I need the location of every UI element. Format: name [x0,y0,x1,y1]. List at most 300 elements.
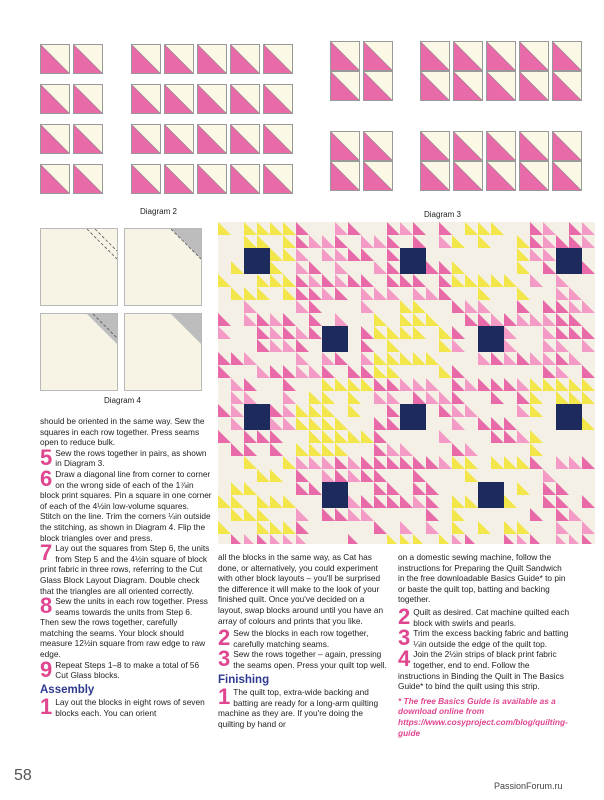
quilt-patch [348,521,361,534]
quilt-patch [309,508,322,521]
quilt-patch [374,326,387,339]
quilt-patch [244,456,257,469]
quilt-patch [309,300,322,313]
finishing-heading: Finishing [218,673,270,686]
quilt-patch [309,222,322,235]
quilt-patch [569,339,582,352]
half-square-triangle [519,131,549,161]
quilt-patch [491,521,504,534]
quilt-patch [504,222,517,235]
quilt-patch [452,391,465,404]
quilt-patch [387,326,400,339]
quilt-patch [257,339,270,352]
quilt-patch [504,430,517,443]
quilt-patch [322,248,335,261]
quilt-patch [426,495,439,508]
quilt-patch [387,404,400,417]
quilt-patch [387,482,400,495]
half-square-triangle [197,164,227,194]
quilt-patch [387,287,400,300]
quilt-patch [426,365,439,378]
half-square-triangle [230,84,260,114]
quilt-patch [218,417,231,430]
quilt-patch [387,391,400,404]
quilt-patch [335,235,348,248]
half-square-triangle [197,84,227,114]
quilt-patch [231,417,244,430]
quilt-patch [517,534,530,544]
quilt-patch [322,482,335,495]
quilt-patch [556,300,569,313]
quilt-patch [413,417,426,430]
quilt-patch [491,235,504,248]
quilt-patch [283,248,296,261]
quilt-patch [374,456,387,469]
quilt-patch [491,248,504,261]
quilt-patch [270,261,283,274]
quilt-patch [491,326,504,339]
quilt-patch [270,287,283,300]
quilt-patch [452,482,465,495]
quilt-patch [504,534,517,544]
quilt-patch [348,443,361,456]
quilt-patch [530,339,543,352]
quilt-patch [439,235,452,248]
quilt-patch [296,521,309,534]
quilt-patch [582,391,595,404]
quilt-patch [569,313,582,326]
quilt-patch [465,235,478,248]
quilt-patch [439,287,452,300]
text-column-3 [398,552,570,738]
quilt-patch [452,274,465,287]
quilt-patch [296,352,309,365]
quilt-patch [530,313,543,326]
quilt-patch [491,417,504,430]
quilt-patch [374,521,387,534]
quilt-patch [296,404,309,417]
half-square-triangle [552,41,582,71]
half-square-triangle [131,84,161,114]
quilt-patch [283,495,296,508]
quilt-patch [335,365,348,378]
quilt-patch [387,417,400,430]
half-square-triangle [420,161,450,191]
quilt-patch [556,248,569,261]
quilt-patch [348,261,361,274]
quilt-patch [374,222,387,235]
quilt-patch [439,404,452,417]
quilt-patch [582,300,595,313]
quilt-patch [569,248,582,261]
step-text: Repeat Steps 1–8 to make a total of 56 Cut Glass blocks. [55,659,200,681]
quilt-patch [309,430,322,443]
quilt-patch [270,313,283,326]
quilt-patch [322,508,335,521]
quilt-patch [218,534,231,544]
quilt-patch [231,339,244,352]
quilt-patch [465,495,478,508]
half-square-triangle [420,131,450,161]
quilt-patch [543,508,556,521]
quilt-patch [361,469,374,482]
quilt-patch [413,443,426,456]
quilt-patch [517,378,530,391]
half-square-triangle [330,41,360,71]
quilt-patch [517,417,530,430]
quilt-patch [244,261,257,274]
quilt-patch [335,443,348,456]
quilt-patch [387,261,400,274]
quilt-patch [257,521,270,534]
quilt-patch [283,378,296,391]
quilt-patch [426,521,439,534]
half-square-triangle [230,164,260,194]
half-square-triangle [40,44,70,74]
quilt-patch [270,391,283,404]
quilt-patch [582,365,595,378]
quilt-patch [556,495,569,508]
half-square-triangle [453,41,483,71]
quilt-patch [335,261,348,274]
quilt-patch [361,274,374,287]
quilt-patch [439,456,452,469]
quilt-patch [478,417,491,430]
quilt-patch [400,495,413,508]
quilt-patch [478,261,491,274]
quilt-patch [387,495,400,508]
quilt-patch [478,378,491,391]
paragraph: all the blocks in the same way, as Cat has done, or alternatively, you could experiment with other block layouts – you'll be surprised the difference it will make to the look of your finished quilt. Once you've decided on a layout, swap blocks around until you have an array of colours and prints that you like. [218,552,384,626]
step-text: Trim the excess backing fabric and batting ¼in outside the edge of the quilt top. [413,628,569,649]
quilt-patch [296,365,309,378]
quilt-patch [413,521,426,534]
quilt-patch [296,495,309,508]
quilt-patch [387,534,400,544]
quilt-patch [400,534,413,544]
diagram-4-square [124,228,202,306]
quilt-patch [452,378,465,391]
quilt-patch [387,430,400,443]
quilt-patch [452,300,465,313]
quilt-patch [387,248,400,261]
step-text: The quilt top, extra-wide backing and batting are ready for a long-arm quilting machine as they are. If you're doing the quilting by hand or [218,687,379,729]
quilt-patch [296,326,309,339]
quilt-patch [543,222,556,235]
quilt-patch [582,404,595,417]
quilt-patch [348,391,361,404]
quilt-patch [322,404,335,417]
quilt-patch [374,404,387,417]
quilt-patch [426,430,439,443]
quilt-patch [478,430,491,443]
quilt-patch [556,274,569,287]
quilt-patch [218,404,231,417]
quilt-patch [491,495,504,508]
quilt-patch [556,313,569,326]
quilt-patch [231,430,244,443]
quilt-patch [569,521,582,534]
half-square-triangle [486,71,516,101]
quilt-photo [218,222,595,544]
quilt-patch [439,495,452,508]
half-square-triangle [197,124,227,154]
quilt-patch [465,430,478,443]
quilt-patch [309,443,322,456]
quilt-patch [270,404,283,417]
half-square-triangle [131,124,161,154]
half-square-triangle [486,41,516,71]
quilt-patch [244,482,257,495]
quilt-patch [296,235,309,248]
step-text: Sew the units in each row together. Press seams towards the units from Step 6. Then sew the rows together, carefully matching the seams. Your block should measure 12½in square from raw edge to raw edge. [40,596,208,660]
quilt-patch [257,404,270,417]
quilt-patch [465,482,478,495]
quilt-patch [244,274,257,287]
quilt-patch [400,482,413,495]
quilt-patch [374,313,387,326]
half-square-triangle [40,164,70,194]
quilt-patch [400,391,413,404]
half-square-triangle [330,161,360,191]
quilt-patch [478,495,491,508]
triangle-row [330,131,393,161]
quilt-patch [218,456,231,469]
step-number: 1 [218,684,231,710]
quilt-patch [556,287,569,300]
quilt-patch [283,482,296,495]
quilt-patch [361,391,374,404]
step-number: 2 [398,603,411,629]
quilt-patch [335,274,348,287]
quilt-patch [569,404,582,417]
quilt-patch [374,391,387,404]
quilt-patch [257,261,270,274]
quilt-patch [348,339,361,352]
quilt-patch [413,365,426,378]
quilt-patch [335,495,348,508]
quilt-patch [283,417,296,430]
quilt-patch [374,261,387,274]
quilt-patch [452,352,465,365]
quilt-patch [231,248,244,261]
half-square-triangle [330,131,360,161]
quilt-patch [296,456,309,469]
quilt-patch [257,508,270,521]
quilt-patch [335,404,348,417]
text-column-1 [40,416,212,719]
quilt-patch [244,248,257,261]
half-square-triangle [363,41,393,71]
diagram-4-square [40,313,118,391]
quilt-patch [309,261,322,274]
quilt-patch [582,326,595,339]
quilt-patch [309,235,322,248]
step-number: 4 [398,646,411,672]
quilt-patch [322,456,335,469]
quilt-patch [504,482,517,495]
quilt-patch [426,326,439,339]
half-square-triangle [263,44,293,74]
triangle-row [40,44,103,74]
quilt-patch [517,222,530,235]
quilt-patch [296,261,309,274]
quilt-patch [426,248,439,261]
quilt-patch [374,430,387,443]
quilt-patch [335,300,348,313]
quilt-patch [517,235,530,248]
quilt-patch [270,495,283,508]
quilt-patch [491,274,504,287]
half-square-triangle [230,44,260,74]
quilt-patch [517,352,530,365]
quilt-patch [244,495,257,508]
quilt-patch [374,534,387,544]
quilt-patch [348,326,361,339]
quilt-patch [270,469,283,482]
quilt-patch [218,235,231,248]
quilt-patch [478,287,491,300]
quilt-patch [309,417,322,430]
quilt-patch [426,456,439,469]
quilt-patch [387,469,400,482]
quilt-patch [296,222,309,235]
quilt-patch [309,391,322,404]
diagram-4-label: Diagram 4 [104,396,141,405]
half-square-triangle [552,161,582,191]
quilt-patch [231,274,244,287]
quilt-patch [322,274,335,287]
quilt-patch [257,534,270,544]
quilt-patch [530,326,543,339]
quilt-patch [374,469,387,482]
quilt-patch [491,443,504,456]
quilt-patch [452,287,465,300]
quilt-patch [257,274,270,287]
quilt-patch [296,339,309,352]
quilt-patch [439,365,452,378]
diagram-3-label: Diagram 3 [424,210,461,219]
quilt-patch [426,287,439,300]
half-square-triangle [486,161,516,191]
quilt-patch [543,300,556,313]
quilt-patch [413,222,426,235]
quilt-patch [556,469,569,482]
quilt-patch [374,300,387,313]
quilt-patch [400,521,413,534]
quilt-patch [231,534,244,544]
quilt-patch [374,443,387,456]
quilt-patch [218,287,231,300]
quilt-patch [530,443,543,456]
step-text: Join the 2½in strips of black print fabric together, end to end. Follow the instructions in Binding the Quilt in The Basics Guide* to bind the quilt using this strip. [398,649,564,692]
quilt-patch [556,482,569,495]
quilt-patch [530,287,543,300]
quilt-patch [309,482,322,495]
quilt-patch [361,326,374,339]
quilt-patch [270,456,283,469]
quilt-patch [335,222,348,235]
quilt-patch [348,222,361,235]
quilt-patch [244,469,257,482]
quilt-patch [426,300,439,313]
quilt-patch [335,391,348,404]
quilt-patch [556,222,569,235]
quilt-patch [452,222,465,235]
quilt-patch [231,443,244,456]
quilt-patch [491,261,504,274]
step-text: Sew the rows together in pairs, as shown in Diagram 3. [55,447,207,469]
quilt-patch [426,261,439,274]
quilt-patch [491,469,504,482]
quilt-patch [231,352,244,365]
quilt-patch [348,313,361,326]
quilt-patch [361,313,374,326]
quilt-patch [452,261,465,274]
quilt-patch [400,430,413,443]
quilt-patch [543,313,556,326]
quilt-patch [582,222,595,235]
quilt-patch [374,235,387,248]
quilt-patch [322,521,335,534]
step-number: 3 [218,646,231,672]
quilt-patch [231,521,244,534]
triangle-row [330,161,393,191]
quilt-patch [244,378,257,391]
quilt-patch [504,339,517,352]
quilt-patch [309,352,322,365]
quilt-patch [452,456,465,469]
half-square-triangle [230,124,260,154]
paragraph: should be oriented in the same way. Sew the squares in each row together. Press seams open to reduce bulk. [40,416,205,448]
quilt-patch [491,508,504,521]
quilt-patch [504,521,517,534]
quilt-patch [283,521,296,534]
quilt-patch [296,391,309,404]
quilt-patch [465,378,478,391]
quilt-patch [400,365,413,378]
quilt-patch [322,443,335,456]
quilt-patch [478,443,491,456]
quilt-patch [569,443,582,456]
triangle-row [131,44,293,74]
quilt-patch [569,508,582,521]
quilt-patch [374,365,387,378]
step-text: Draw a diagonal line from corner to corner on the wrong side of each of the 1⅞in block print squares. Pin a square in one corner of each of the 4½in low-volume squares. Stitch on the line. Trim the corners ¼in outside the stitching, as shown in Diagram 4. Flip the block triangles over and press. [40,468,212,543]
quilt-patch [283,404,296,417]
quilt-patch [348,495,361,508]
quilt-patch [452,495,465,508]
quilt-patch [439,248,452,261]
quilt-patch [413,469,426,482]
quilt-patch [283,365,296,378]
quilt-patch [283,430,296,443]
quilt-patch [361,534,374,544]
quilt-patch [426,391,439,404]
quilt-patch [218,443,231,456]
quilt-patch [283,313,296,326]
quilt-patch [218,313,231,326]
half-square-triangle [164,124,194,154]
quilt-patch [478,391,491,404]
triangle-row [420,161,582,191]
quilt-patch [569,352,582,365]
quilt-patch [270,365,283,378]
quilt-patch [218,365,231,378]
quilt-patch [491,430,504,443]
quilt-patch [283,274,296,287]
quilt-patch [413,508,426,521]
